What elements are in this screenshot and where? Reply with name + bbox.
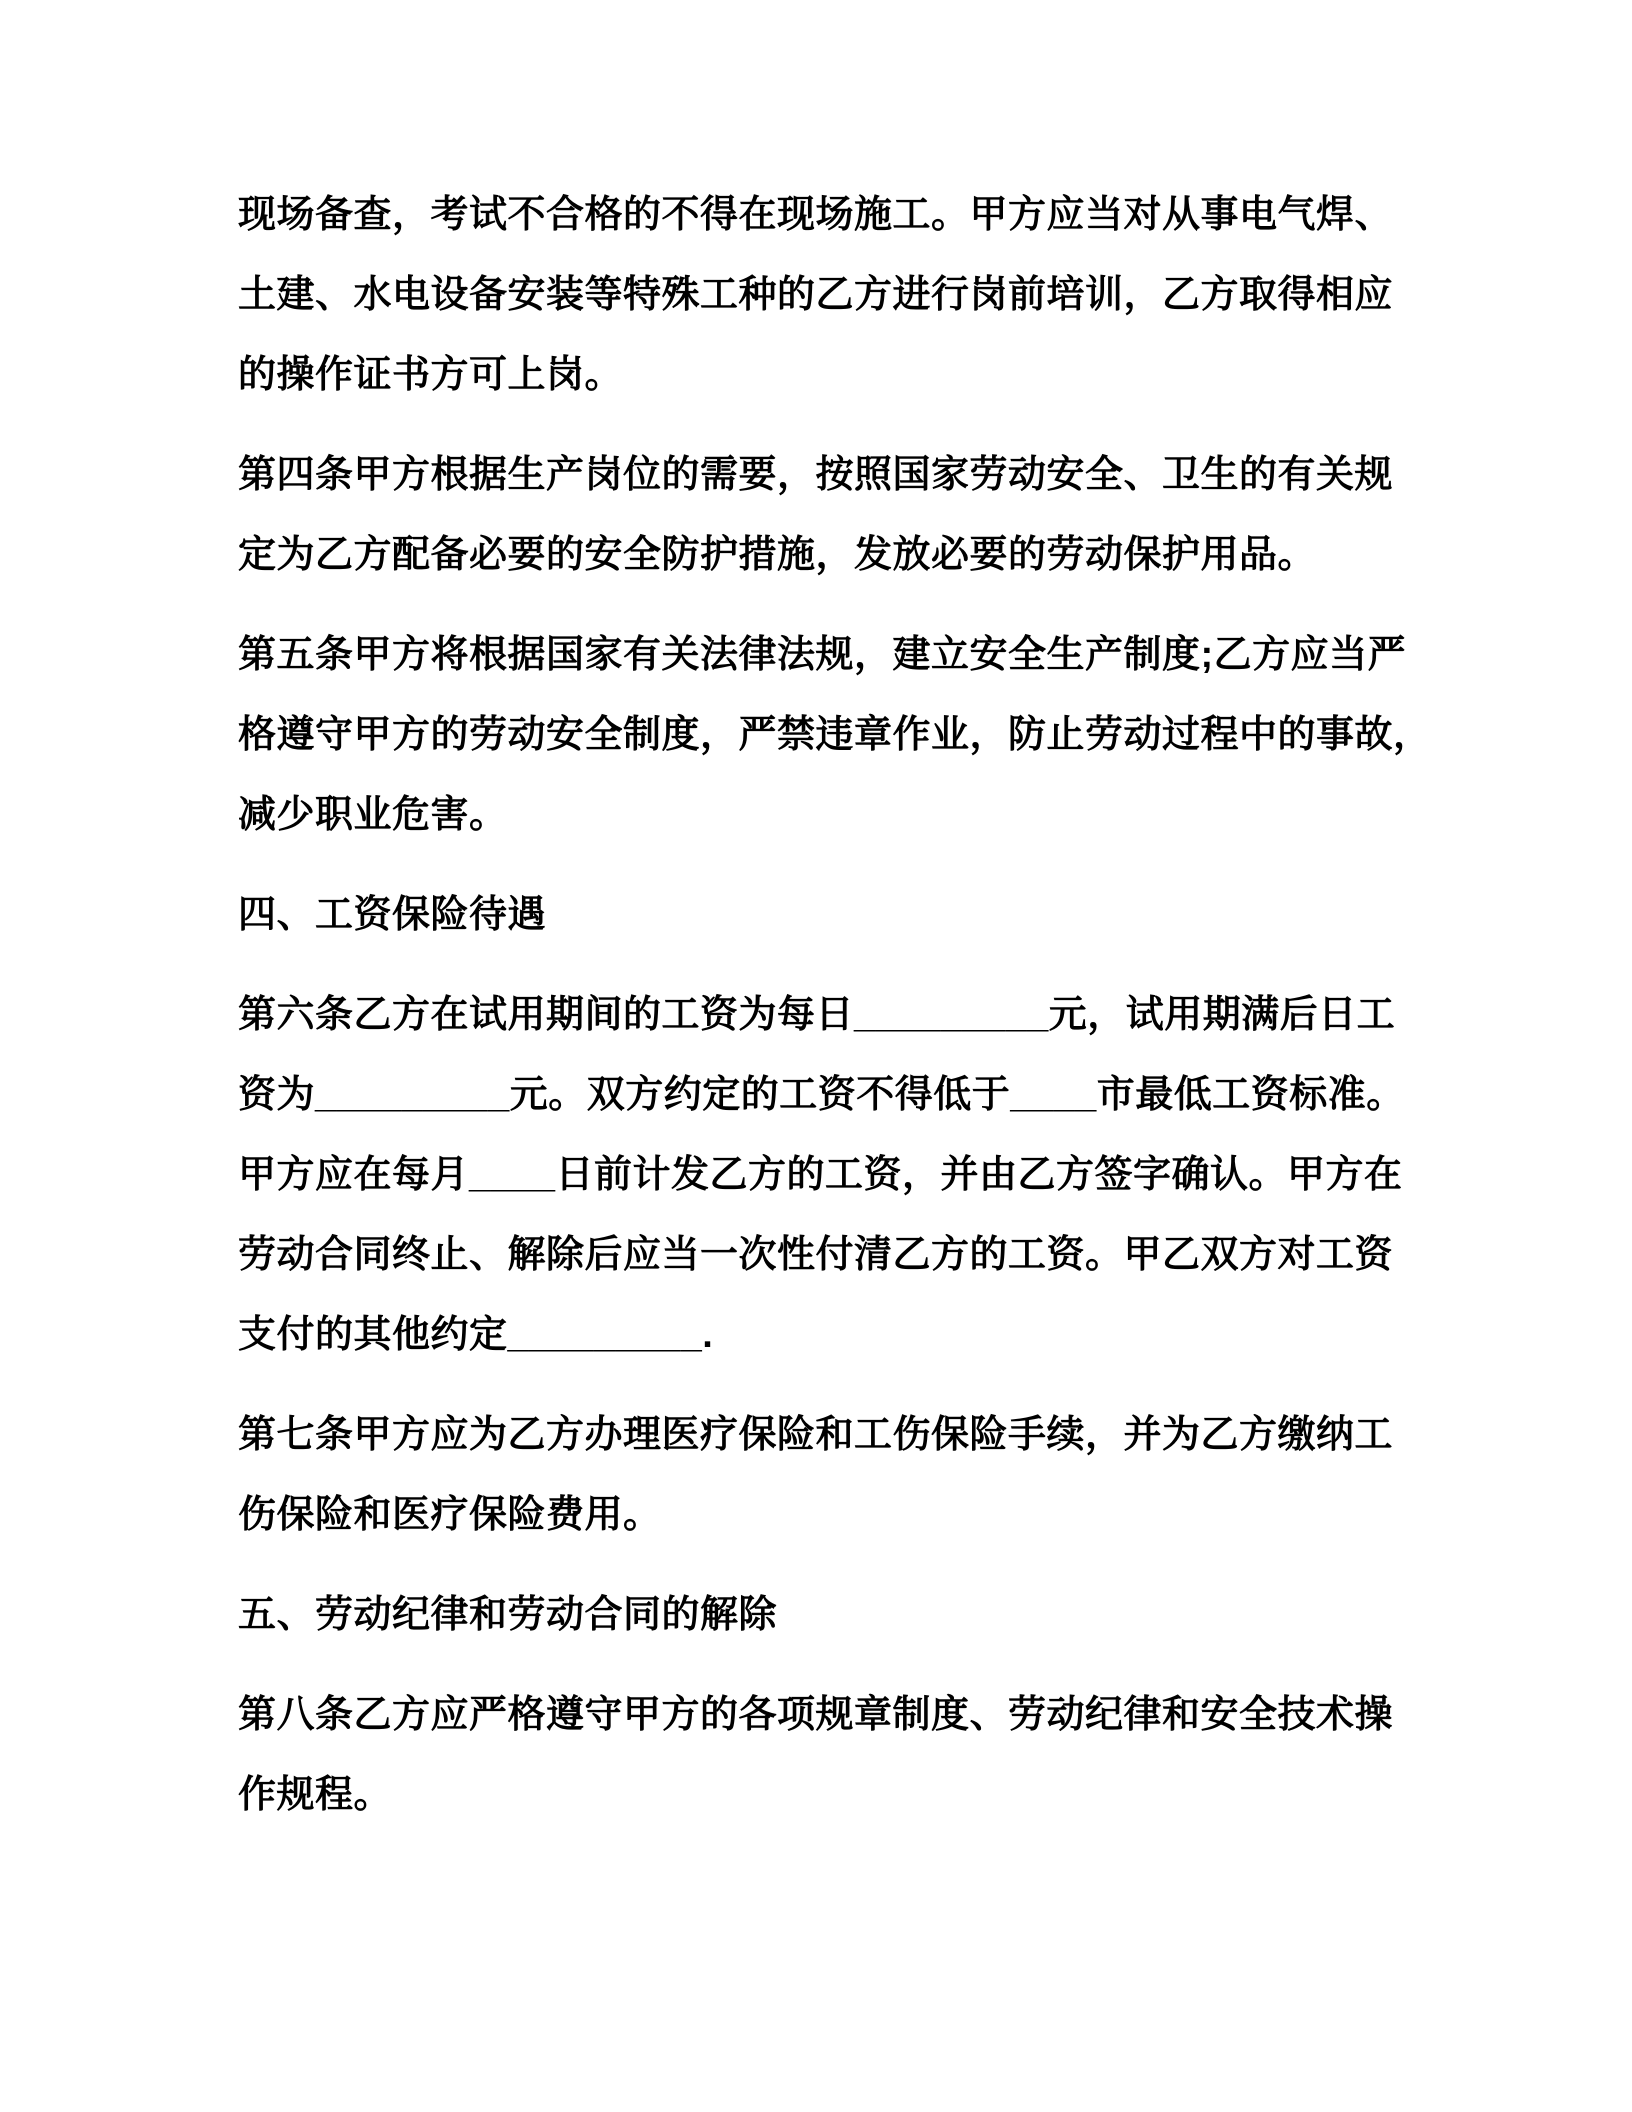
text-line: 现场备查，考试不合格的不得在现场施工。甲方应当对从事电气焊、	[238, 194, 1394, 236]
text-line: 格遵守甲方的劳动安全制度，严禁违章作业，防止劳动过程中的事故，	[238, 714, 1432, 756]
text-line: 第八条乙方应严格遵守甲方的各项规章制度、劳动纪律和安全技术操	[238, 1694, 1394, 1736]
paragraph	[238, 175, 1398, 415]
text-line: 作规程。	[238, 1774, 393, 1816]
text-line: 支付的其他约定_________.	[238, 1314, 714, 1356]
text-line: 五、劳动纪律和劳动合同的解除	[238, 1594, 778, 1636]
paragraph	[238, 1675, 1398, 1835]
text-line: 伤保险和医疗保险费用。	[238, 1494, 662, 1536]
text-line: 劳动合同终止、解除后应当一次性付清乙方的工资。甲乙双方对工资	[238, 1234, 1394, 1276]
paragraph	[238, 1395, 1398, 1555]
section-heading	[238, 1575, 1398, 1655]
paragraph	[238, 975, 1405, 1375]
text-line: 的操作证书方可上岗。	[238, 354, 624, 396]
text-line: 第七条甲方应为乙方办理医疗保险和工伤保险手续，并为乙方缴纳工	[238, 1414, 1394, 1456]
text-line: 第五条甲方将根据国家有关法律法规，建立安全生产制度;乙方应当严	[238, 634, 1407, 676]
text-line: 减少职业危害。	[238, 794, 508, 836]
text-line: 资为_________元。双方约定的工资不得低于____市最低工资标准。	[238, 1074, 1405, 1116]
text-line: 第六条乙方在试用期间的工资为每日_________元，试用期满后日工	[238, 994, 1396, 1036]
document-content	[238, 175, 1432, 1835]
text-line: 第四条甲方根据生产岗位的需要，按照国家劳动安全、卫生的有关规	[238, 454, 1394, 496]
text-line: 定为乙方配备必要的安全防护措施，发放必要的劳动保护用品。	[238, 534, 1317, 576]
paragraph	[238, 615, 1432, 855]
text-line: 甲方应在每月____日前计发乙方的工资，并由乙方签字确认。甲方在	[238, 1154, 1403, 1196]
section-heading	[238, 875, 1398, 955]
text-line: 土建、水电设备安装等特殊工种的乙方进行岗前培训，乙方取得相应	[238, 274, 1394, 316]
text-line: 四、工资保险待遇	[238, 894, 547, 936]
paragraph	[238, 435, 1398, 595]
